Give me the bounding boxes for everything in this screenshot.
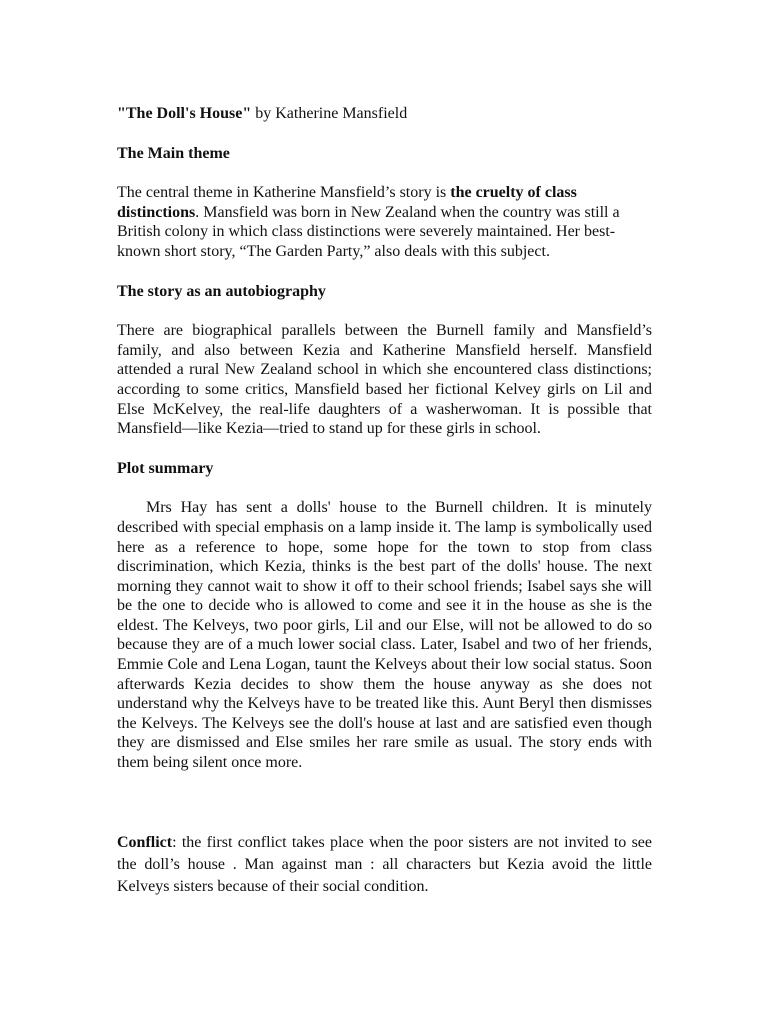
blank-space xyxy=(117,793,652,832)
work-title: "The Doll's House" xyxy=(117,105,252,122)
heading-autobiography: The story as an autobiography xyxy=(117,282,326,300)
paragraph-conflict xyxy=(117,832,652,898)
document-page xyxy=(117,104,652,898)
main-theme-emphasis: the cruelty of class distinctions xyxy=(117,184,577,221)
conflict-text: : the first conflict takes place when the poor sisters are not invited to see the doll’s house . Man against man : all characters but Kezia avoid the little Kelveys sisters because of their social condition. xyxy=(117,833,652,895)
main-theme-text-after: . Mansfield was born in New Zealand when the country was still a British colony in which class distinctions were severely maintained. Her best-known short story, “The Garden Party,” also deals with this subject. xyxy=(117,203,620,260)
author-byline: by Katherine Mansfield xyxy=(251,105,408,122)
main-theme-text-before: The central theme in Katherine Mansfield’s story is xyxy=(117,184,451,202)
document-title xyxy=(117,104,652,124)
heading-main-theme: The Main theme xyxy=(117,144,230,162)
paragraph-plot-summary: Mrs Hay has sent a dolls' house to the Burnell children. It is minutely described with special emphasis on a lamp inside it. The lamp is symbolically used here as a reference to hope, some hope for the town to stop from class discrimination, which Kezia, thinks is the best part of the dolls' house. The next morning they cannot wait to show it off to their school friends; Isabel says she will be the one to decide who is allowed to come and see it in the house as she is the eldest. The Kelveys, two poor girls, Lil and our Else, will not be allowed to do so because they are of a much lower social class. Later, Isabel and two of her friends, Emmie Cole and Lena Logan, taunt the Kelveys about their low social status. Soon afterwards Kezia decides to show them the house anyway as she does not understand why the Kelveys have to be treated like this. Aunt Beryl then dismisses the Kelveys. The Kelveys see the doll's house at last and are satisfied even though they are dismissed and Else smiles her rare smile as usual. The story ends with them being silent once more. xyxy=(117,499,652,772)
paragraph-main-theme xyxy=(117,183,652,261)
paragraph-autobiography: There are biographical parallels between the Burnell family and Mansfield’s family, and also between Kezia and Katherine Mansfield herself. Mansfield attended a rural New Zealand school in which she encountered class distinctions; according to some critics, Mansfield based her fictional Kelvey girls on Lil and Else McKelvey, the real-life daughters of a washerwoman. It is possible that Mansfield—like Kezia—tried to stand up for these girls in school. xyxy=(117,322,652,438)
conflict-label: Conflict xyxy=(117,833,173,851)
heading-plot-summary: Plot summary xyxy=(117,459,214,477)
